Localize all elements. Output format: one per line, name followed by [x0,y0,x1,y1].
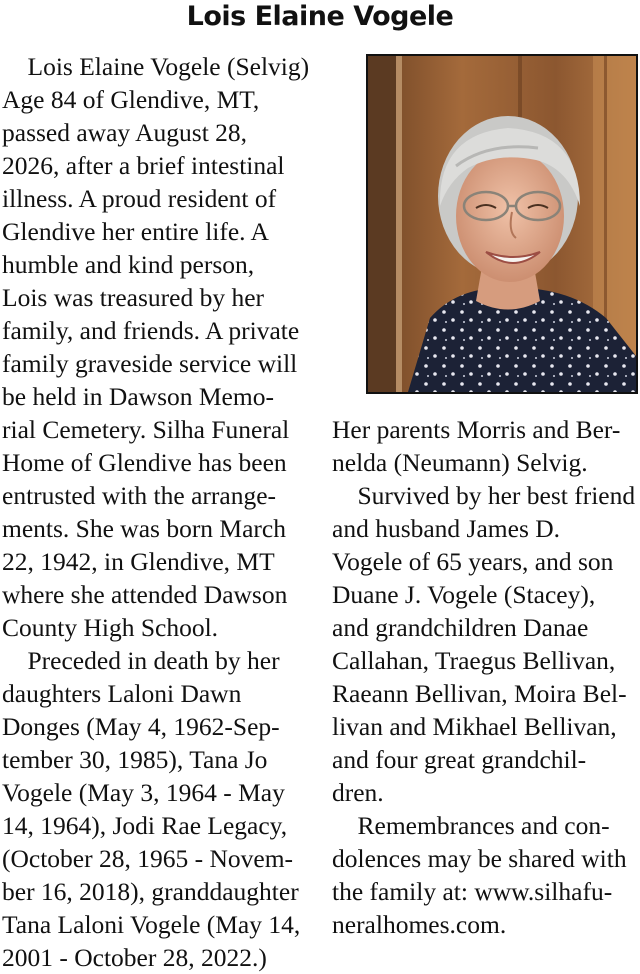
col2-text-line: livan and Mikhael Bellivan, [332,712,617,741]
col2-text-line: the family at: www.silhafu- [332,877,613,906]
col1-text-line: passed away August 28, [2,118,248,147]
col2-text-line: and four great grandchil- [332,745,587,774]
portrait-illustration [368,56,636,392]
col2-text-line: neralhomes.com. [332,910,507,939]
col1-text-line: entrusted with the arrange- [2,481,277,510]
col2-text-line: Her parents Morris and Ber- [332,415,621,444]
col2-text-line: Callahan, Traegus Bellivan, [332,646,616,675]
col1-text-line: Glendive her entire life. A [2,217,269,246]
col2-text-line: Vogele of 65 years, and son [332,547,614,576]
col1-text-line: ber 16, 2018), granddaughter [2,877,299,906]
col1-text-line: daughters Laloni Dawn [2,679,242,708]
col1-text-line: Lois Elaine Vogele (Selvig) [2,52,310,81]
col1-text-line: where she attended Dawson [2,580,288,609]
col1-text-line: Tana Laloni Vogele (May 14, [2,910,301,939]
col2-text-line: nelda (Neumann) Selvig. [332,448,588,477]
col1-text-line: Home of Glendive has been [2,448,287,477]
col1-text-line: ments. She was born March [2,514,286,543]
col2-text-line: Remembrances and con- [332,811,610,840]
portrait-photo [366,54,638,394]
col2-text-line: Duane J. Vogele (Stacey), [332,580,596,609]
col1-text-line: Vogele (May 3, 1964 - May [2,778,285,807]
col1-text-line: 14, 1964), Jodi Rae Legacy, [2,811,288,840]
col1-text-line: Lois was treasured by her [2,283,264,312]
col1-text-line: (October 28, 1965 - Novem- [2,844,294,873]
col1-text-line: family graveside service will [2,349,298,378]
col1-text-line: rial Cemetery. Silha Funeral [2,415,290,444]
col1-text-line: 2026, after a brief intestinal [2,151,285,180]
col1-text-line: illness. A proud resident of [2,184,277,213]
col1-text-line: family, and friends. A private [2,316,300,345]
col2-text-line: and grandchildren Danae [332,613,589,642]
col2-text-line: Survived by her best friend [332,481,636,510]
col1-text-line: be held in Dawson Memo- [2,382,274,411]
col1-text-line: County High School. [2,613,219,642]
col1-text-line: tember 30, 1985), Tana Jo [2,745,268,774]
col2-text-line: dren. [332,778,384,807]
col1-text-line: Donges (May 4, 1962-Sep- [2,712,280,741]
col1-text-line: humble and kind person, [2,250,255,279]
col2-text-line: Raeann Bellivan, Moira Bel- [332,679,627,708]
col2-text-line: and husband James D. [332,514,561,543]
col2-text-line: dolences may be shared with [332,844,627,873]
col1-text-line: Age 84 of Glendive, MT, [2,85,260,114]
col1-text-line: 22, 1942, in Glendive, MT [2,547,275,576]
col1-text-line: Preceded in death by her [2,646,280,675]
obituary-title: Lois Elaine Vogele [186,1,454,32]
col1-text-line: 2001 - October 28, 2022.) [2,943,267,972]
